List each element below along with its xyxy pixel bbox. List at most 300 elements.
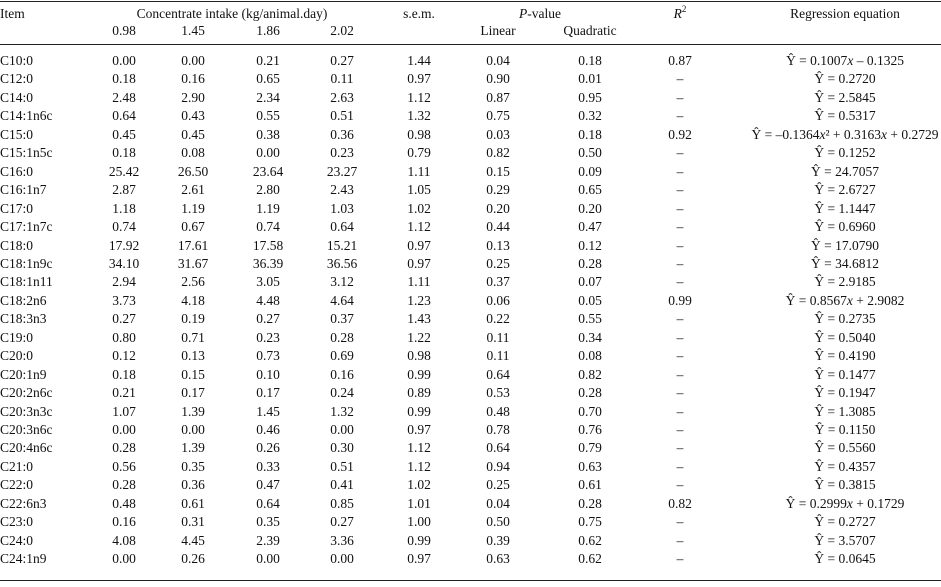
table-row: [0, 70, 941, 88]
cell-p-linear: 0.53: [486, 385, 510, 401]
cell-r-squared: 0.92: [668, 126, 692, 142]
cell-intake-202: 0.51: [330, 458, 354, 474]
cell-intake-098: 0.18: [112, 366, 136, 382]
table-row: [0, 476, 941, 494]
cell-p-quadratic: 0.65: [578, 182, 602, 198]
cell-p-linear: 0.64: [486, 366, 510, 382]
cell-p-linear: 0.87: [486, 89, 510, 105]
cell-p-linear: 0.25: [486, 477, 510, 493]
cell-item: C18:3n3: [0, 311, 47, 327]
cell-r-squared: –: [676, 422, 684, 437]
cell-item: C20:3n6c: [0, 422, 53, 437]
cell-sem: 1.12: [407, 219, 431, 235]
cell-item: C19:0: [0, 329, 34, 345]
cell-intake-145: 0.26: [181, 551, 205, 567]
cell-p-quadratic: 0.28: [578, 385, 602, 401]
cell-regression-equation: Ŷ = 0.2735: [814, 311, 876, 327]
cell-intake-186: 0.73: [256, 348, 280, 364]
cell-item: C20:2n6c: [0, 385, 53, 401]
cell-regression-equation: Ŷ = 0.2720: [814, 71, 876, 87]
cell-item: C16:0: [0, 163, 34, 179]
cell-p-linear: 0.13: [486, 237, 510, 253]
cell-sem: 1.11: [407, 274, 431, 290]
cell-intake-145: 0.15: [181, 366, 205, 382]
cell-sem: 0.98: [407, 348, 431, 364]
cell-intake-202: 0.00: [330, 551, 354, 567]
cell-regression-equation: Ŷ = 0.5560: [814, 440, 876, 456]
table-row: [0, 550, 941, 568]
cell-p-linear: 0.04: [486, 495, 510, 511]
cell-intake-186: 23.64: [252, 163, 284, 179]
cell-p-linear: 0.39: [486, 532, 510, 548]
cell-item: C18:0: [0, 237, 34, 253]
cell-intake-202: 4.64: [330, 292, 354, 308]
cell-intake-186: 2.80: [256, 182, 280, 198]
cell-p-quadratic: 0.28: [578, 255, 602, 271]
cell-item: C20:0: [0, 348, 34, 364]
table-row: [0, 144, 941, 162]
cell-regression-equation: Ŷ = 0.8567x + 2.9082: [785, 292, 905, 308]
cell-item: C14:0: [0, 89, 34, 105]
cell-intake-145: 0.13: [181, 348, 205, 364]
cell-intake-202: 2.63: [330, 89, 354, 105]
cell-intake-145: 1.39: [181, 440, 205, 456]
cell-p-quadratic: 0.55: [578, 311, 602, 327]
cell-r-squared: –: [676, 385, 684, 401]
cell-p-linear: 0.06: [486, 292, 510, 308]
cell-r-squared: –: [676, 329, 684, 345]
cell-r-squared: –: [676, 255, 684, 271]
header-pvalue-symbol: P: [519, 6, 528, 21]
cell-regression-equation: Ŷ = 0.1947: [814, 385, 876, 401]
cell-intake-202: 1.03: [330, 200, 354, 216]
cell-r-squared: 0.99: [668, 292, 692, 308]
header-rule: [0, 44, 941, 45]
cell-p-quadratic: 0.34: [578, 329, 602, 345]
cell-p-linear: 0.37: [486, 274, 510, 290]
cell-intake-202: 0.69: [330, 348, 354, 364]
cell-intake-098: 25.42: [108, 163, 140, 179]
cell-r-squared: –: [676, 551, 684, 567]
header-level-3: 2.02: [330, 23, 354, 38]
table-row: [0, 200, 941, 218]
cell-p-quadratic: 0.18: [578, 53, 602, 68]
cell-intake-098: 1.18: [112, 200, 136, 216]
table-row: [0, 329, 941, 347]
cell-intake-145: 0.00: [181, 422, 205, 437]
cell-intake-098: 17.92: [108, 237, 140, 253]
cell-p-linear: 0.44: [486, 219, 510, 235]
cell-sem: 0.97: [407, 551, 431, 567]
cell-p-linear: 0.78: [486, 422, 510, 437]
cell-intake-186: 0.17: [256, 385, 280, 401]
cell-intake-202: 3.12: [330, 274, 354, 290]
cell-intake-098: 0.21: [112, 385, 136, 401]
cell-intake-186: 0.23: [256, 329, 280, 345]
cell-intake-186: 0.10: [256, 366, 280, 382]
cell-intake-098: 0.45: [112, 126, 136, 142]
cell-intake-098: 2.48: [112, 89, 136, 105]
header-r-symbol: R: [673, 6, 682, 21]
cell-regression-equation: Ŷ = 17.0790: [811, 237, 879, 253]
cell-intake-202: 0.27: [330, 514, 354, 530]
cell-item: C22:6n3: [0, 495, 47, 511]
cell-p-quadratic: 0.47: [578, 219, 602, 235]
cell-item: C12:0: [0, 71, 34, 87]
cell-p-quadratic: 0.62: [578, 551, 602, 567]
cell-p-linear: 0.03: [486, 126, 510, 142]
cell-intake-145: 0.36: [181, 477, 205, 493]
cell-p-linear: 0.20: [486, 200, 510, 216]
cell-intake-098: 0.16: [112, 514, 136, 530]
cell-intake-145: 0.19: [181, 311, 205, 327]
cell-intake-145: 31.67: [177, 255, 209, 271]
cell-item: C24:1n9: [0, 551, 47, 567]
table-row: [0, 310, 941, 328]
cell-sem: 1.02: [407, 477, 431, 493]
header-regression-equation: Regression equation: [790, 6, 900, 21]
cell-regression-equation: Ŷ = 34.6812: [811, 255, 879, 271]
cell-intake-098: 0.80: [112, 329, 136, 345]
cell-r-squared: –: [676, 182, 684, 198]
cell-p-quadratic: 0.50: [578, 145, 602, 161]
cell-intake-098: 0.18: [112, 71, 136, 87]
cell-sem: 1.12: [407, 89, 431, 105]
cell-sem: 1.32: [407, 108, 431, 124]
cell-p-quadratic: 0.05: [578, 292, 602, 308]
cell-r-squared: –: [676, 440, 684, 456]
cell-sem: 1.44: [407, 53, 431, 68]
cell-regression-equation: Ŷ = 0.3815: [814, 477, 876, 493]
cell-item: C17:0: [0, 200, 34, 216]
cell-intake-202: 0.30: [330, 440, 354, 456]
cell-intake-186: 2.39: [256, 532, 280, 548]
cell-intake-145: 0.35: [181, 458, 205, 474]
table-row: [0, 89, 941, 107]
cell-intake-145: 0.00: [181, 53, 205, 68]
cell-sem: 0.99: [407, 532, 431, 548]
table-row: [0, 439, 941, 457]
cell-regression-equation: Ŷ = 0.0645: [814, 551, 876, 567]
cell-item: C23:0: [0, 514, 34, 530]
cell-sem: 0.97: [407, 422, 431, 437]
cell-regression-equation: Ŷ = 0.2999x + 0.1729: [785, 495, 905, 511]
cell-intake-098: 0.48: [112, 495, 136, 511]
cell-sem: 1.22: [407, 329, 431, 345]
cell-intake-145: 0.16: [181, 71, 205, 87]
cell-r-squared: –: [676, 403, 684, 419]
cell-p-linear: 0.75: [486, 108, 510, 124]
table-row: [0, 107, 941, 125]
table-row: [0, 218, 941, 236]
table-row: [0, 384, 941, 402]
table-row: [0, 52, 941, 70]
cell-r-squared: –: [676, 366, 684, 382]
cell-intake-098: 0.00: [112, 422, 136, 437]
cell-intake-186: 36.39: [252, 255, 284, 271]
cell-sem: 1.43: [407, 311, 431, 327]
cell-intake-186: 0.64: [256, 495, 280, 511]
cell-intake-186: 0.38: [256, 126, 280, 142]
cell-sem: 0.97: [407, 255, 431, 271]
cell-p-linear: 0.63: [486, 551, 510, 567]
cell-intake-186: 17.58: [252, 237, 284, 253]
cell-intake-098: 0.28: [112, 440, 136, 456]
cell-r-squared: –: [676, 477, 684, 493]
cell-p-linear: 0.82: [486, 145, 510, 161]
cell-r-squared: –: [676, 348, 684, 364]
cell-intake-098: 2.87: [112, 182, 136, 198]
cell-intake-186: 0.65: [256, 71, 280, 87]
top-rule: [0, 1, 941, 2]
table-row: [0, 532, 941, 550]
header-pvalue: [519, 6, 561, 22]
cell-sem: 1.00: [407, 514, 431, 530]
cell-intake-202: 0.16: [330, 366, 354, 382]
cell-intake-098: 34.10: [108, 255, 140, 271]
cell-intake-186: 2.34: [256, 89, 280, 105]
cell-sem: 1.12: [407, 440, 431, 456]
cell-sem: 0.89: [407, 385, 431, 401]
cell-intake-186: 4.48: [256, 292, 280, 308]
cell-intake-098: 0.64: [112, 108, 136, 124]
header-concentrate-intake: Concentrate intake (kg/animal.day): [136, 6, 328, 21]
cell-item: C16:1n7: [0, 182, 47, 198]
cell-intake-145: 1.19: [181, 200, 205, 216]
cell-sem: 1.05: [407, 182, 431, 198]
cell-intake-186: 0.35: [256, 514, 280, 530]
header-level-0: 0.98: [112, 23, 136, 38]
cell-r-squared: –: [676, 163, 684, 179]
cell-intake-145: 0.61: [181, 495, 205, 511]
cell-intake-098: 0.27: [112, 311, 136, 327]
cell-r-squared: 0.82: [668, 495, 692, 511]
table-row: [0, 163, 941, 181]
cell-regression-equation: Ŷ = 3.5707: [814, 532, 876, 548]
cell-intake-098: 2.94: [112, 274, 136, 290]
cell-p-quadratic: 0.32: [578, 108, 602, 124]
cell-intake-202: 0.85: [330, 495, 354, 511]
cell-regression-equation: Ŷ = 0.5040: [814, 329, 876, 345]
cell-item: C20:1n9: [0, 366, 47, 382]
cell-intake-186: 0.21: [256, 53, 280, 68]
cell-r-squared: –: [676, 145, 684, 161]
cell-item: C20:3n3c: [0, 403, 53, 419]
cell-r-squared: –: [676, 311, 684, 327]
cell-p-quadratic: 0.61: [578, 477, 602, 493]
cell-p-linear: 0.90: [486, 71, 510, 87]
header-pvalue-suffix: -value: [527, 6, 561, 21]
cell-intake-202: 23.27: [326, 163, 358, 179]
cell-intake-202: 0.64: [330, 219, 354, 235]
cell-intake-202: 0.41: [330, 477, 354, 493]
cell-intake-145: 0.45: [181, 126, 205, 142]
cell-p-quadratic: 0.75: [578, 514, 602, 530]
cell-intake-186: 1.45: [256, 403, 280, 419]
cell-regression-equation: Ŷ = 0.5317: [814, 108, 876, 124]
cell-p-linear: 0.11: [486, 329, 510, 345]
cell-intake-186: 0.47: [256, 477, 280, 493]
cell-p-linear: 0.04: [486, 53, 510, 68]
cell-intake-186: 0.74: [256, 219, 280, 235]
cell-intake-145: 4.18: [181, 292, 205, 308]
cell-r-squared: 0.87: [668, 53, 692, 68]
cell-r-squared: –: [676, 458, 684, 474]
header-quadratic: Quadratic: [563, 23, 617, 38]
bottom-rule: [0, 580, 941, 581]
cell-item: C22:0: [0, 477, 34, 493]
cell-intake-098: 4.08: [112, 532, 136, 548]
cell-intake-202: 0.23: [330, 145, 354, 161]
cell-sem: 1.23: [407, 292, 431, 308]
cell-r-squared: –: [676, 108, 684, 124]
cell-p-quadratic: 0.70: [578, 403, 602, 419]
cell-regression-equation: Ŷ = 0.1252: [814, 145, 876, 161]
cell-intake-202: 0.36: [330, 126, 354, 142]
cell-intake-202: 0.51: [330, 108, 354, 124]
cell-item: C14:1n6c: [0, 108, 53, 124]
table-row: [0, 403, 941, 421]
cell-intake-186: 0.27: [256, 311, 280, 327]
cell-intake-186: 3.05: [256, 274, 280, 290]
cell-p-quadratic: 0.79: [578, 440, 602, 456]
header-item: Item: [0, 6, 25, 21]
cell-regression-equation: Ŷ = –0.1364x² + 0.3163x + 0.2729: [751, 126, 939, 142]
cell-intake-186: 0.26: [256, 440, 280, 456]
cell-intake-145: 26.50: [177, 163, 209, 179]
cell-regression-equation: Ŷ = 0.6960: [814, 219, 876, 235]
header-r-exponent: 2: [681, 4, 687, 14]
cell-r-squared: –: [676, 274, 684, 290]
cell-p-quadratic: 0.08: [578, 348, 602, 364]
cell-r-squared: –: [676, 532, 684, 548]
cell-sem: 1.01: [407, 495, 431, 511]
cell-regression-equation: Ŷ = 2.9185: [814, 274, 876, 290]
cell-item: C15:1n5c: [0, 145, 53, 161]
cell-regression-equation: Ŷ = 0.1477: [814, 366, 876, 382]
cell-item: C18:1n11: [0, 274, 53, 290]
cell-regression-equation: Ŷ = 1.1447: [814, 200, 876, 216]
cell-p-linear: 0.94: [486, 458, 510, 474]
cell-p-linear: 0.64: [486, 440, 510, 456]
cell-p-linear: 0.15: [486, 163, 510, 179]
cell-p-linear: 0.22: [486, 311, 510, 327]
cell-intake-186: 0.00: [256, 551, 280, 567]
cell-sem: 0.98: [407, 126, 431, 142]
cell-item: C21:0: [0, 458, 34, 474]
cell-p-linear: 0.11: [486, 348, 510, 364]
table-row: [0, 237, 941, 255]
cell-item: C15:0: [0, 126, 34, 142]
cell-intake-098: 0.12: [112, 348, 136, 364]
cell-item: C20:4n6c: [0, 440, 53, 456]
cell-r-squared: –: [676, 200, 684, 216]
cell-item: C24:0: [0, 532, 34, 548]
cell-sem: 1.02: [407, 200, 431, 216]
cell-sem: 0.97: [407, 237, 431, 253]
cell-r-squared: –: [676, 219, 684, 235]
cell-p-quadratic: 0.82: [578, 366, 602, 382]
cell-r-squared: –: [676, 89, 684, 105]
cell-regression-equation: Ŷ = 1.3085: [814, 403, 876, 419]
cell-regression-equation: Ŷ = 2.5845: [814, 89, 876, 105]
cell-regression-equation: Ŷ = 24.7057: [811, 163, 879, 179]
cell-intake-145: 0.43: [181, 108, 205, 124]
cell-intake-145: 17.61: [177, 237, 209, 253]
cell-intake-098: 0.00: [112, 53, 136, 68]
cell-intake-145: 0.17: [181, 385, 205, 401]
cell-intake-098: 1.07: [112, 403, 136, 419]
table-row: [0, 347, 941, 365]
cell-intake-145: 4.45: [181, 532, 205, 548]
cell-regression-equation: Ŷ = 0.1150: [814, 422, 876, 437]
cell-sem: 0.99: [407, 403, 431, 419]
table-row: [0, 421, 941, 439]
cell-r-squared: –: [676, 514, 684, 530]
cell-intake-202: 15.21: [326, 237, 358, 253]
cell-p-quadratic: 0.09: [578, 163, 602, 179]
cell-intake-202: 0.37: [330, 311, 354, 327]
cell-sem: 0.97: [407, 71, 431, 87]
table-row: [0, 181, 941, 199]
table-row: [0, 366, 941, 384]
cell-intake-145: 0.67: [181, 219, 205, 235]
cell-intake-098: 0.00: [112, 551, 136, 567]
cell-item: C18:2n6: [0, 292, 47, 308]
cell-p-linear: 0.29: [486, 182, 510, 198]
cell-intake-145: 1.39: [181, 403, 205, 419]
cell-p-quadratic: 0.76: [578, 422, 602, 437]
cell-intake-186: 1.19: [256, 200, 280, 216]
cell-p-quadratic: 0.28: [578, 495, 602, 511]
cell-intake-098: 3.73: [112, 292, 136, 308]
cell-intake-186: 0.00: [256, 145, 280, 161]
cell-intake-098: 0.74: [112, 219, 136, 235]
header-level-2: 1.86: [256, 23, 280, 38]
cell-p-quadratic: 0.01: [578, 71, 602, 87]
cell-p-quadratic: 0.95: [578, 89, 602, 105]
cell-intake-202: 0.24: [330, 385, 354, 401]
header-level-1: 1.45: [181, 23, 205, 38]
cell-intake-202: 1.32: [330, 403, 354, 419]
cell-p-linear: 0.50: [486, 514, 510, 530]
cell-p-linear: 0.25: [486, 255, 510, 271]
cell-sem: 0.99: [407, 366, 431, 382]
cell-intake-186: 0.46: [256, 422, 280, 437]
cell-sem: 1.12: [407, 458, 431, 474]
cell-sem: 0.79: [407, 145, 431, 161]
table-row: [0, 292, 941, 310]
cell-intake-202: 3.36: [330, 532, 354, 548]
cell-regression-equation: Ŷ = 0.2727: [814, 514, 876, 530]
cell-p-quadratic: 0.62: [578, 532, 602, 548]
cell-p-quadratic: 0.18: [578, 126, 602, 142]
cell-intake-145: 2.56: [181, 274, 205, 290]
cell-intake-202: 0.00: [330, 422, 354, 437]
cell-intake-186: 0.33: [256, 458, 280, 474]
cell-p-quadratic: 0.20: [578, 200, 602, 216]
cell-p-quadratic: 0.63: [578, 458, 602, 474]
cell-r-squared: –: [676, 71, 684, 87]
cell-regression-equation: Ŷ = 0.4357: [814, 458, 876, 474]
cell-regression-equation: Ŷ = 2.6727: [814, 182, 876, 198]
table-row: [0, 513, 941, 531]
cell-intake-145: 0.31: [181, 514, 205, 530]
table-row: [0, 255, 941, 273]
header-r-squared: [674, 6, 687, 22]
cell-intake-202: 0.11: [330, 71, 354, 87]
cell-sem: 1.11: [407, 163, 431, 179]
